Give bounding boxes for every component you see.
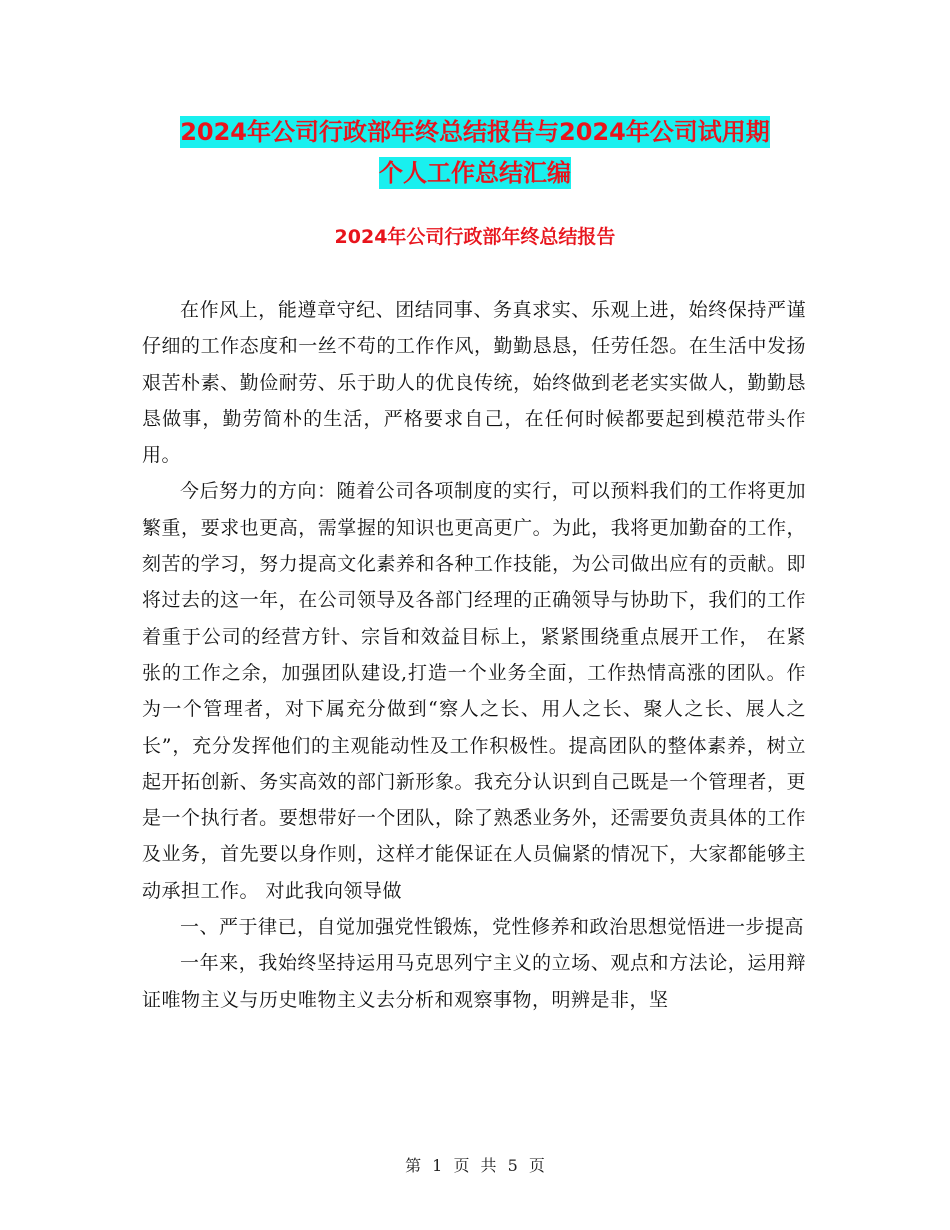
document-title-line-2 <box>0 158 950 188</box>
document-title-text-1: 2024年公司行政部年终总结报告与2024年公司试用期 <box>180 118 770 146</box>
body-paragraph: 一、严于律已，自觉加强党性锻炼，党性修养和政治思想觉悟进一步提高 <box>180 916 805 939</box>
section-title: 2024年公司行政部年终总结报告 <box>334 226 616 248</box>
body-paragraph: 一年来，我始终坚持运用马克思列宁主义的立场、观点和方法论，运用辩证唯物主义与历史唯物主义去分析和观察事物，明辨是非，坚 <box>142 952 806 1011</box>
document-title-line-1 <box>0 117 950 147</box>
body-paragraph: 今后努力的方向：随着公司各项制度的实行，可以预料我们的工作将更加繁重，要求也更高，需掌握的知识也更高更广。为此，我将更加勤奋的工作，刻苦的学习，努力提高文化素养和各种工作技能，为公司做出应有的贡献。即将过去的这一年，在公司领导及各部门经理的正确领导与协助下，我们的工作着重于公司的经营方针、宗旨和效益目标上，紧紧围绕重点展开工作， 在紧张的工作之余，加强团队建设,打造一个业务全面，工作热情高涨的团队。作为一个管理者，对下属充分做到“察人之长、用人之长、聚人之长、展人之长”，充分发挥他们的主观能动性及工作积极性。提高团队的整体素养，树立起开拓创新、务实高效的部门新形象。我充分认识到自己既是一个管理者，更是一个执行者。要想带好一个团队，除了熟悉业务外，还需要负责具体的工作及业务，首先要以身作则，这样才能保证在人员偏紧的情况下，大家都能够主动承担工作。 对此我向领导做 <box>142 480 806 902</box>
document-body <box>142 292 806 1018</box>
page-footer: 第 1 页 共 5 页 <box>405 1156 545 1175</box>
body-paragraph: 在作风上，能遵章守纪、团结同事、务真求实、乐观上进，始终保持严谨仔细的工作态度和一丝不苟的工作作风，勤勤恳恳，任劳任怨。在生活中发扬艰苦朴素、勤俭耐劳、乐于助人的优良传统，始终做到老老实实做人，勤勤恳恳做事，勤劳简朴的生活，严格要求自己，在任何时候都要起到模范带头作用。 <box>142 299 806 467</box>
document-title-text-2: 个人工作总结汇编 <box>379 159 571 187</box>
